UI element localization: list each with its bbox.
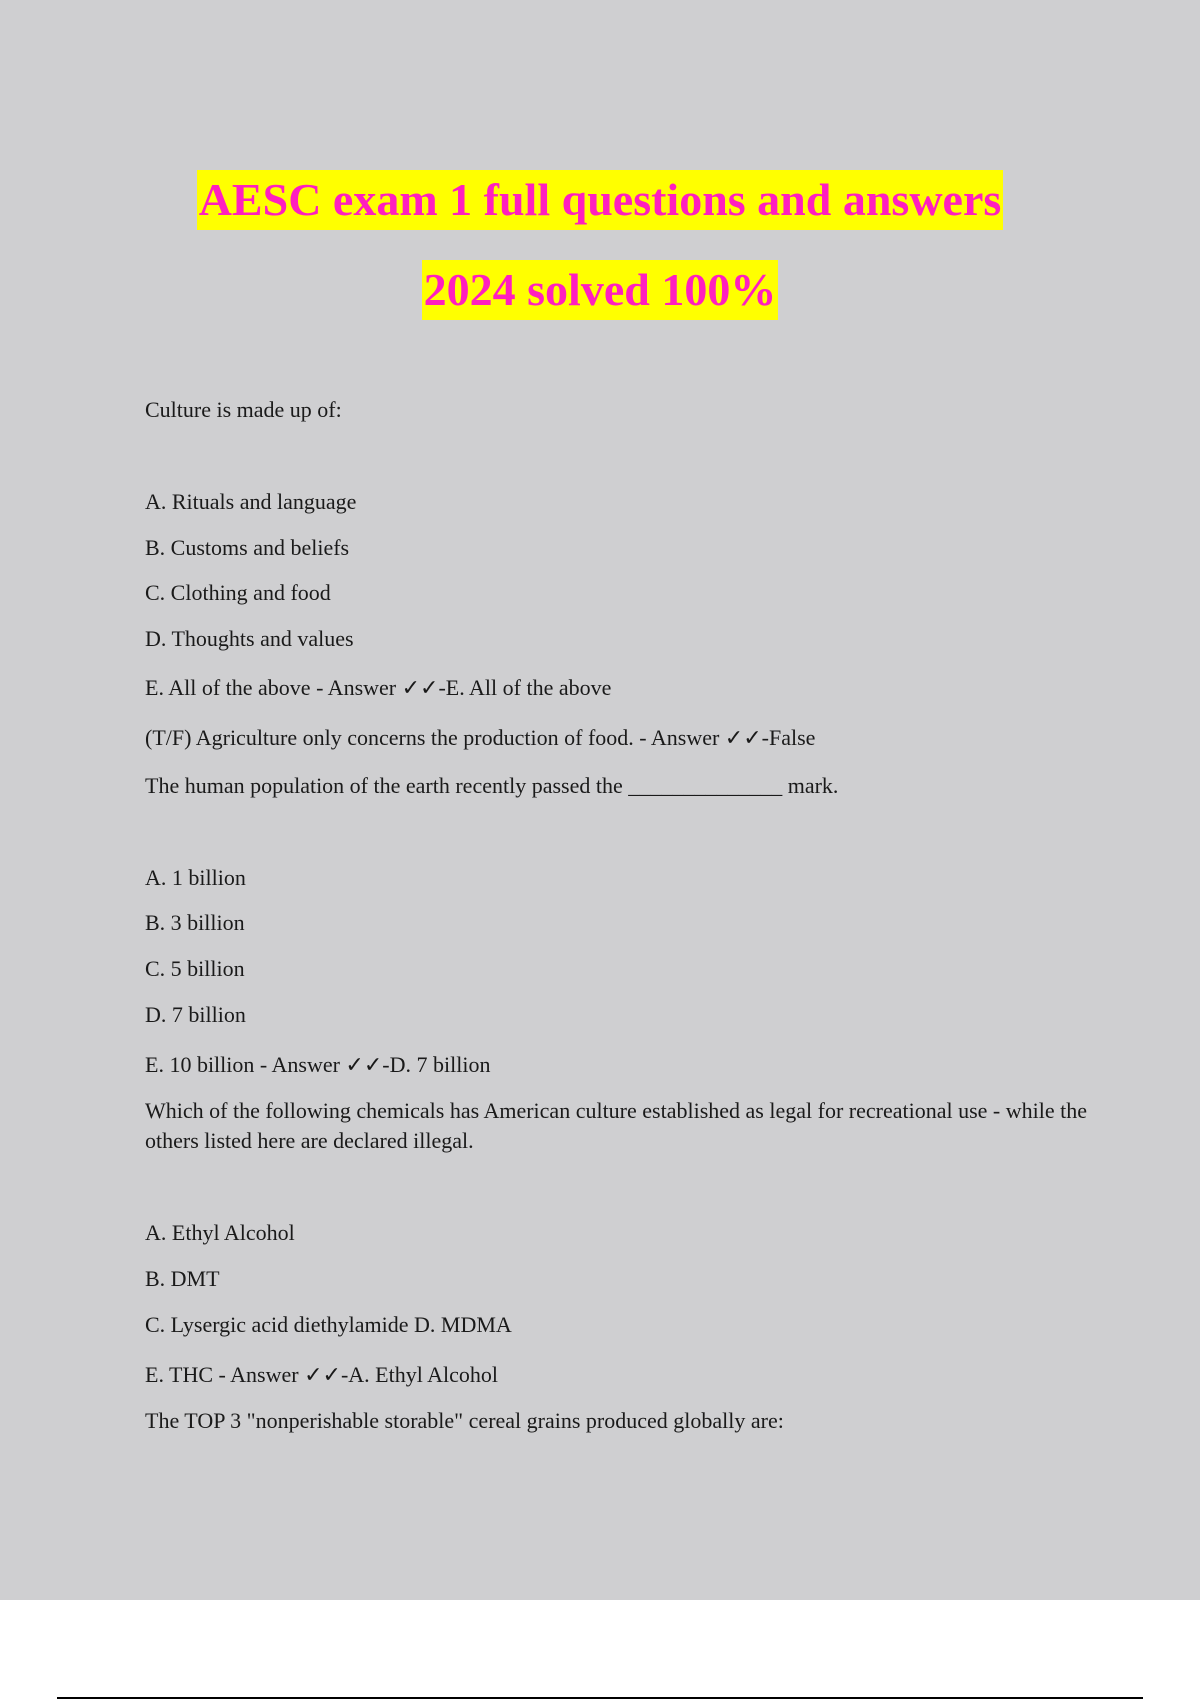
option-4a: A. Ethyl Alcohol [145,1220,295,1245]
question-4: Which of the following chemicals has American culture established as legal for recreational use - while the others listed here are declared illegal. [145,1098,1093,1153]
question-5: The TOP 3 "nonperishable storable" cereal grains produced globally are: [145,1408,784,1433]
option-4c-4d: C. Lysergic acid diethylamide D. MDMA [145,1312,512,1337]
answer-4: E. THC - Answer ✓✓-A. Ethyl Alcohol [145,1362,498,1387]
title-line-1: AESC exam 1 full questions and answers [197,170,1004,230]
option-3c: C. 5 billion [145,956,245,981]
option-3a: A. 1 billion [145,865,246,890]
document-body [145,395,1095,1436]
option-4b: B. DMT [145,1266,220,1291]
option-1c: C. Clothing and food [145,580,331,605]
question-3: The human population of the earth recently passed the ______________ mark. [145,773,839,798]
option-3d: D. 7 billion [145,1002,246,1027]
question-2-with-answer: (T/F) Agriculture only concerns the production of food. - Answer ✓✓-False [145,725,816,750]
option-1b: B. Customs and beliefs [145,535,350,560]
title-line-2: 2024 solved 100% [422,260,779,320]
spacer [145,801,1095,863]
spacer [145,1156,1095,1218]
answer-3: E. 10 billion - Answer ✓✓-D. 7 billion [145,1052,491,1077]
question-1: Culture is made up of: [145,397,342,422]
footer-divider [57,1697,1143,1699]
answer-1: E. All of the above - Answer ✓✓-E. All of the above [145,675,612,700]
spacer [145,425,1095,487]
option-1a: A. Rituals and language [145,489,357,514]
option-3b: B. 3 billion [145,910,245,935]
option-1d: D. Thoughts and values [145,626,354,651]
document-title [0,170,1200,350]
